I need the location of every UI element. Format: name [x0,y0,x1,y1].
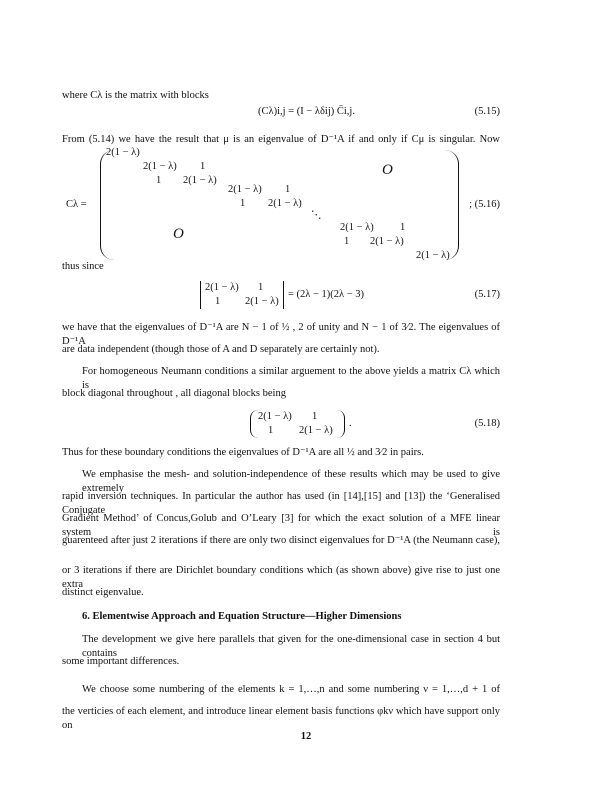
equation-label: (5.15) [474,106,500,117]
page-number: 12 [300,731,312,742]
text-line: thus since [62,261,104,272]
text-line: guarenteed after just 2 iterations if there are only two disinct eigenvalues for D⁻¹A (the Neumann case), [62,535,500,546]
equation-period: . [349,418,352,429]
block-entry: 1 [312,411,318,422]
text-line: or 3 iterations if there are Dirichlet boundary conditions which (as shown above) give rise to just one extra [62,565,500,590]
text-line: rapid inversion techniques. In particular the author has used (in [14],[15] and [13]) the ‘Generalised Conjugate [62,491,500,516]
text-line: we have that the eigenvalues of D⁻¹A are N − 1 of ½ , 2 of unity and N − 1 of 3⁄2. The eigenvalues of D⁻¹A [62,322,500,347]
matrix-entry: 2(1 − λ) [106,147,140,158]
det-entry: 1 [258,282,264,293]
matrix-entry: 1 [156,175,162,186]
text-line: We emphasise the mesh- and solution-independence of these results which may be used to give extremely [82,469,500,494]
text-line: Thus for these boundary conditions the eigenvalues of D⁻¹A are all ½ and 3⁄2 in pairs. [62,447,424,458]
det-entry: 2(1 − λ) [245,296,279,307]
matrix-entry: 2(1 − λ) [268,198,302,209]
block-entry: 2(1 − λ) [258,411,292,422]
matrix-entry: 2(1 − λ) [370,236,404,247]
matrix-entry: 1 [200,161,206,172]
equation-label: (5.18) [474,418,500,429]
text-line: distinct eigenvalue. [62,587,144,598]
matrix-entry: 2(1 − λ) [416,250,450,261]
diagonal-dots: ⋱ [311,210,322,221]
section-heading: 6. Elementwise Approach and Equation Structure—Higher Dimensions [82,611,402,622]
text-line: For homogeneous Neumann conditions a similar arguement to the above yields a matrix Cλ which is [82,366,500,391]
text-line: The development we give here parallels that given for the one-dimensional case in section 4 but contains [82,634,500,659]
text-line: are data independent (though those of A and D separately are certainly not). [62,344,380,355]
matrix-entry: 1 [285,184,291,195]
matrix-lhs: Cλ = [66,199,87,210]
text-line: some important differences. [62,656,180,667]
text-line: From (5.14) we have the result that μ is an eigenvalue of D⁻¹A if and only if Cμ is singular. Now [62,134,500,145]
left-paren [100,150,115,260]
zero-block: O [382,162,393,178]
block-entry: 2(1 − λ) [299,425,333,436]
matrix-entry: 2(1 − λ) [143,161,177,172]
text-line: block diagonal throughout , all diagonal blocks being [62,388,286,399]
text-line: We choose some numbering of the elements k = 1,…,n and some numbering ν = 1,…,d + 1 of [82,684,500,695]
block-entry: 1 [268,425,274,436]
matrix-entry: 1 [240,198,246,209]
det-bar-right [283,281,284,309]
right-paren [444,150,459,260]
det-entry: 2(1 − λ) [205,282,239,293]
matrix-entry: 2(1 − λ) [183,175,217,186]
text-line: Gradient Method’ of Concus,Golub and O’Leary [3] for which the exact solution of a MFE linear system is [62,513,500,538]
det-bar-left [200,281,201,309]
zero-block: O [173,226,184,242]
text-line: the verticies of each element, and introduce linear element basis functions φkν which have support only on [62,706,500,731]
right-paren [336,410,345,438]
det-entry: 1 [215,296,221,307]
matrix-entry: 1 [344,236,350,247]
equation-label: (5.17) [474,289,500,300]
text-line: where Cλ is the matrix with blocks [62,90,209,101]
equation-5-15: (Cλ)i,j = (I − λδij) C̄i,j. [258,106,355,117]
matrix-entry: 1 [400,222,406,233]
matrix-entry: 2(1 − λ) [228,184,262,195]
det-rhs: = (2λ − 1)(2λ − 3) [288,289,365,300]
equation-label: ; (5.16) [469,199,500,210]
matrix-entry: 2(1 − λ) [340,222,374,233]
